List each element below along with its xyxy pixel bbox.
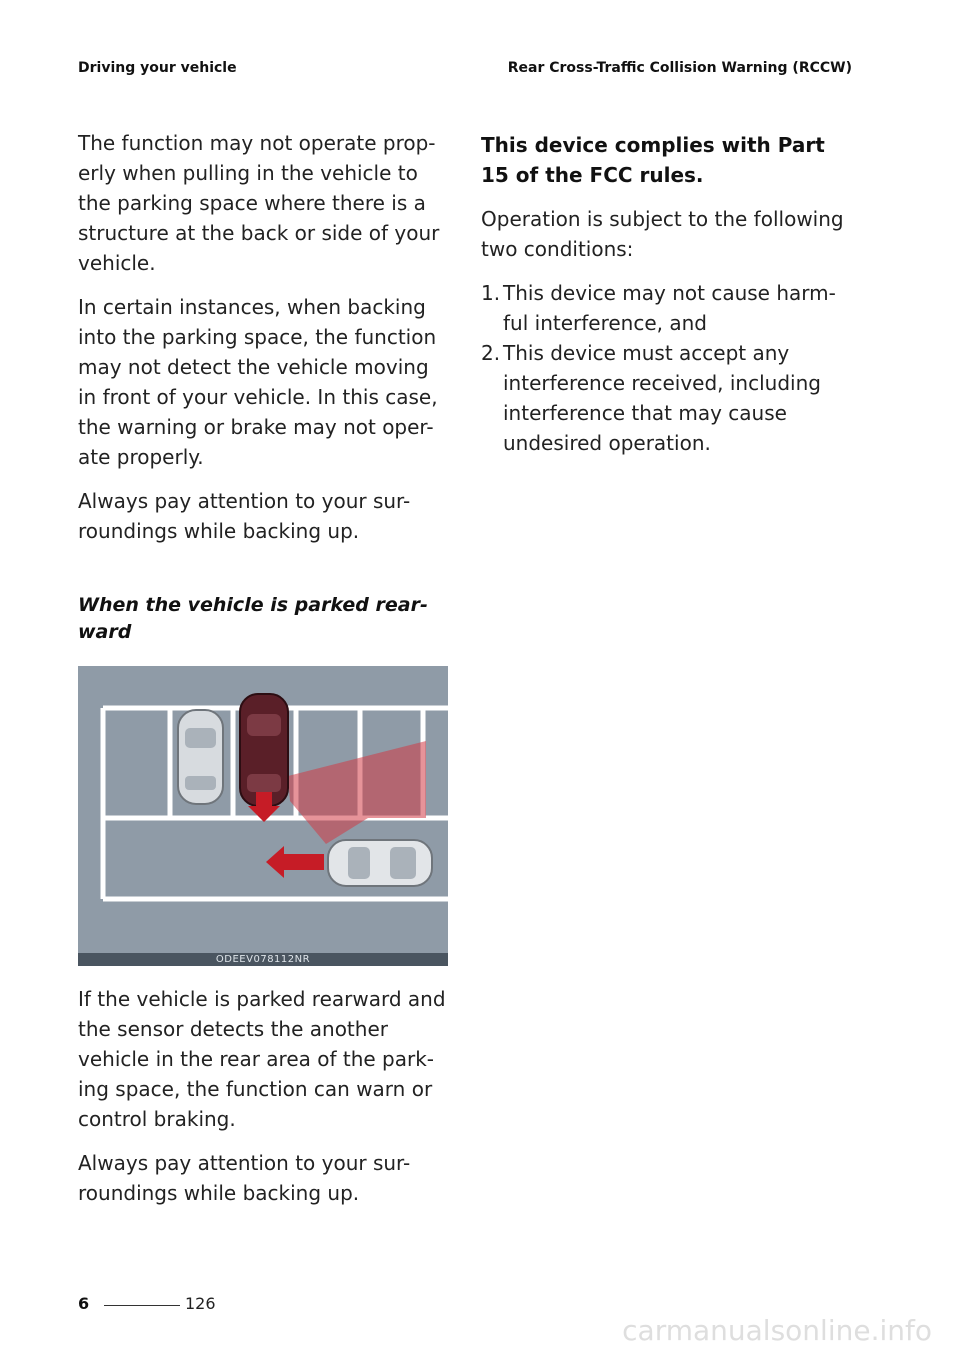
list-item-number: 2. — [481, 341, 501, 365]
paragraph-rearward-function: If the vehicle is parked rearward and the sensor detects the another vehicle in the rear area of the park-ing space, the function can warn or control braking. — [78, 987, 446, 1131]
car-silver-crossing-icon — [328, 840, 432, 886]
parking-diagram-svg — [78, 666, 448, 953]
paragraph-structure-warning: The function may not operate prop-erly when pulling in the vehicle to the parking space where there is a structure at the back or side of your vehicle. — [78, 131, 440, 275]
chapter-number: 6 — [78, 1294, 90, 1313]
left-column — [78, 128, 450, 1222]
fcc-compliance-heading: This device complies with Part 15 of the FCC rules. — [481, 133, 825, 187]
running-header-right: Rear Cross-Traffic Collision Warning (RCCW) — [507, 60, 852, 76]
subheading-parked-rearward: When the vehicle is parked rear-ward — [78, 594, 428, 643]
list-item-text: This device may not cause harm-ful interference, and — [503, 281, 836, 335]
right-column — [481, 128, 853, 458]
parking-illustration — [78, 666, 448, 966]
list-item — [481, 278, 853, 338]
paragraph-attention-1: Always pay attention to your sur-roundings while backing up. — [78, 489, 411, 543]
fcc-conditions-list — [481, 278, 853, 458]
car-silver-parked-icon — [178, 710, 223, 804]
list-item-text: This device must accept any interference received, including interference that may cause undesired operation. — [503, 341, 821, 455]
car-red-reversing-icon — [240, 694, 288, 806]
page-number: 126 — [185, 1294, 216, 1313]
list-item-number: 1. — [481, 281, 501, 305]
paragraph-backing-limitation: In certain instances, when backing into the parking space, the function may not detect the vehicle moving in front of your vehicle. In this case, the warning or brake may not oper-ate properly. — [78, 295, 438, 469]
fcc-conditions-intro: Operation is subject to the following two conditions: — [481, 207, 844, 261]
list-item — [481, 338, 853, 458]
paragraph-attention-2: Always pay attention to your sur-roundings while backing up. — [78, 1151, 411, 1205]
watermark: carmanualsonline.info — [622, 1314, 932, 1347]
figure-code: ODEEV078112NR — [78, 953, 448, 966]
footer-rule — [104, 1305, 180, 1306]
running-header-left: Driving your vehicle — [78, 60, 237, 76]
